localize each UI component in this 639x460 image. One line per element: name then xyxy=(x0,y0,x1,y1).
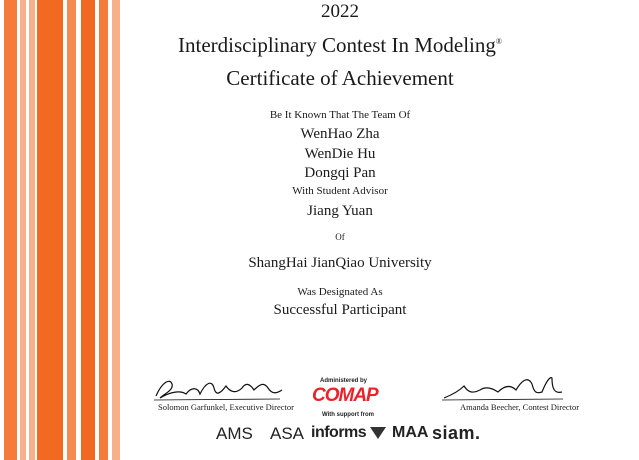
siam-logo: siam. xyxy=(432,423,481,443)
contest-name-text: Interdisciplinary Contest In Modeling xyxy=(178,33,496,57)
maa-logo: MAA xyxy=(392,424,429,441)
advisor-name: Jiang Yuan xyxy=(307,203,373,219)
designation: Successful Participant xyxy=(273,302,407,318)
registered-mark: ® xyxy=(495,37,502,46)
informs-logo: informs xyxy=(311,424,367,441)
designation-intro: Was Designated As xyxy=(297,286,383,298)
comap-logo: COMAP xyxy=(312,385,378,406)
team-member-3: Dongqi Pan xyxy=(304,165,376,181)
certificate-title: Certificate of Achievement xyxy=(226,66,454,90)
contest-name xyxy=(150,33,530,58)
with-support-label: With support from xyxy=(322,412,374,418)
decorative-stripes xyxy=(0,0,150,460)
advisor-intro: With Student Advisor xyxy=(292,185,388,197)
left-signature-label: Solomon Garfunkel, Executive Director xyxy=(158,402,294,412)
ams-logo: AMS xyxy=(216,424,253,443)
maa-shield-icon xyxy=(368,425,388,440)
right-signature xyxy=(440,372,565,404)
right-signature-label: Amanda Beecher, Contest Director xyxy=(460,402,580,412)
left-signature xyxy=(150,372,285,404)
certificate-year: 2022 xyxy=(321,1,359,22)
intro-text: Be It Known That The Team Of xyxy=(269,109,411,121)
team-member-2: WenDie Hu xyxy=(304,146,376,162)
team-member-1: WenHao Zha xyxy=(300,126,380,142)
asa-logo: ASA xyxy=(270,424,305,443)
administered-by-label: Administered by xyxy=(320,378,368,384)
university-name: ShangHai JianQiao University xyxy=(248,255,432,271)
of-label: Of xyxy=(335,232,345,242)
